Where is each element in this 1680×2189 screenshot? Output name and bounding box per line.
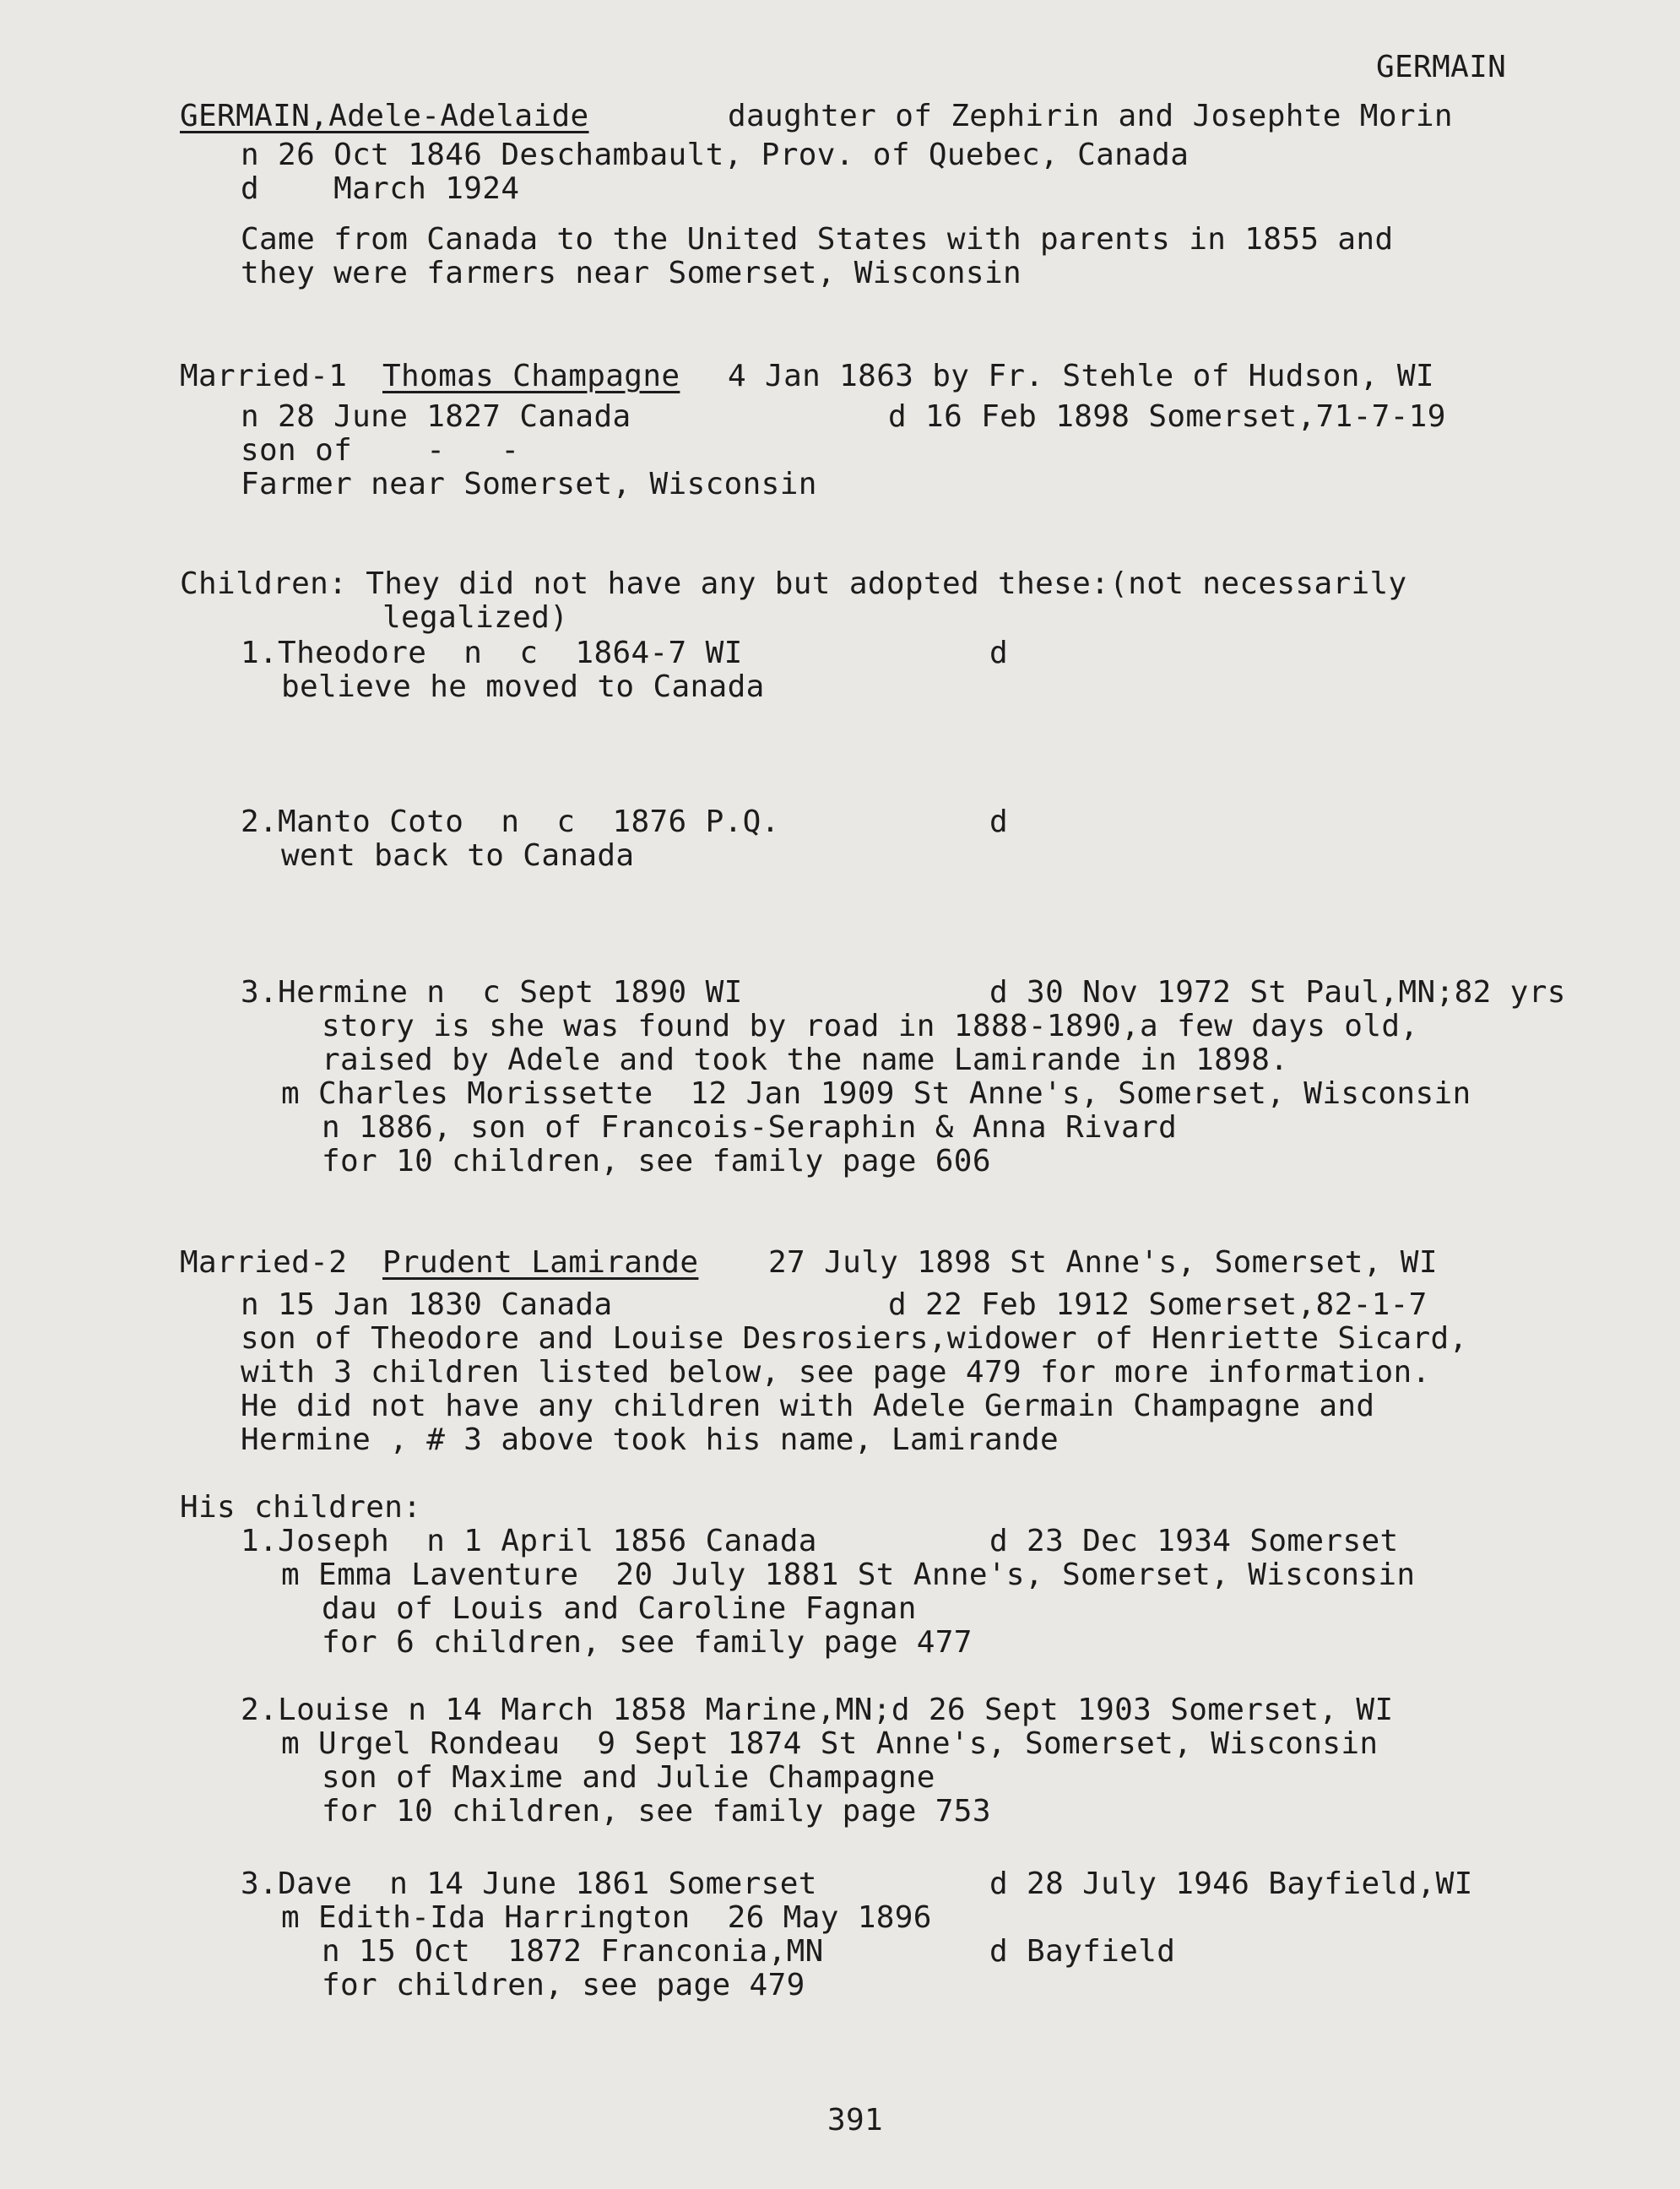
child-note: dau of Louis and Caroline Fagnan — [322, 1591, 917, 1626]
adopted-child-death: d — [989, 636, 1009, 670]
marriage1-spouse: Thomas Champagne — [382, 359, 680, 393]
child-spouse-birth: n 15 Oct 1872 Franconia,MN — [322, 1934, 824, 1969]
adopted-child-hermine: 3.Hermine n c Sept 1890 WI — [241, 975, 743, 1010]
adopted-child-manto: 2.Manto Coto n c 1876 P.Q. — [241, 805, 780, 839]
marriage2-birth: n 15 Jan 1830 Canada — [241, 1287, 613, 1322]
page-number: 391 — [827, 2103, 884, 2138]
marriage2-note-line: Hermine , # 3 above took his name, Lamirande — [241, 1422, 1059, 1457]
marriage2-details: 27 July 1898 St Anne's, Somerset, WI — [768, 1245, 1438, 1280]
marriage2-note-line: son of Theodore and Louise Desrosiers,widower of Henriette Sicard, — [241, 1321, 1468, 1356]
marriage2-label: Married-2 — [180, 1245, 348, 1280]
child-louise: 2.Louise n 14 March 1858 Marine,MN;d 26 Sept 1903 Somerset, WI — [241, 1693, 1394, 1727]
child-marriage: m Urgel Rondeau 9 Sept 1874 St Anne's, Somerset, Wisconsin — [281, 1726, 1379, 1761]
adopted-child-note: story is she was found by road in 1888-1890,a few days old, — [322, 1009, 1419, 1043]
adopted-child-note: believe he moved to Canada — [281, 669, 765, 704]
child-note: son of Maxime and Julie Champagne — [322, 1760, 935, 1795]
child-note: for 6 children, see family page 477 — [322, 1625, 973, 1660]
header-surname: GERMAIN — [1376, 50, 1507, 84]
adopted-child-death: d 30 Nov 1972 St Paul,MN;82 yrs — [989, 975, 1566, 1010]
child-note: for 10 children, see family page 753 — [322, 1794, 991, 1829]
adopted-child-note: raised by Adele and took the name Lamirande in 1898. — [322, 1043, 1289, 1077]
subject-birth: n 26 Oct 1846 Deschambault, Prov. of Quebec, Canada — [241, 138, 1190, 172]
marriage2-note-line: with 3 children listed below, see page 479 for more information. — [241, 1355, 1431, 1390]
child-spouse-death: d Bayfield — [989, 1934, 1176, 1969]
children-intro-cont: legalized) — [382, 600, 569, 635]
child-marriage: m Emma Laventure 20 July 1881 St Anne's, Somerset, Wisconsin — [281, 1558, 1416, 1592]
subject-note-line: Came from Canada to the United States with parents in 1855 and — [241, 222, 1394, 257]
child-marriage: m Edith-Ida Harrington 26 May 1896 — [281, 1900, 932, 1935]
adopted-child-death: d — [989, 805, 1009, 839]
marriage1-label: Married-1 — [180, 359, 348, 393]
children-intro: Children: They did not have any but adopted these:(not necessarily — [180, 566, 1407, 601]
adopted-child-marriage-note: for 10 children, see family page 606 — [322, 1144, 991, 1178]
marriage2-spouse: Prudent Lamirande — [382, 1245, 699, 1280]
adopted-child-marriage-note: n 1886, son of Francois-Seraphin & Anna Rivard — [322, 1110, 1178, 1145]
marriage1-occupation: Farmer near Somerset, Wisconsin — [241, 467, 817, 501]
marriage1-details: 4 Jan 1863 by Fr. Stehle of Hudson, WI — [728, 359, 1434, 393]
child-death: d 28 July 1946 Bayfield,WI — [989, 1867, 1473, 1901]
subject-death: d March 1924 — [241, 171, 520, 206]
child-note: for children, see page 479 — [322, 1968, 805, 2002]
marriage2-death: d 22 Feb 1912 Somerset,82-1-7 — [888, 1287, 1428, 1322]
adopted-child-marriage: m Charles Morissette 12 Jan 1909 St Anne's, Somerset, Wisconsin — [281, 1076, 1471, 1111]
child-joseph: 1.Joseph n 1 April 1856 Canada — [241, 1524, 817, 1558]
marriage1-son-of: son of - - — [241, 433, 520, 468]
adopted-child-note: went back to Canada — [281, 838, 635, 873]
subject-note-line: they were farmers near Somerset, Wisconsin — [241, 256, 1022, 290]
child-dave: 3.Dave n 14 June 1861 Somerset — [241, 1867, 817, 1901]
subject-parents: daughter of Zephirin and Josephte Morin — [728, 99, 1453, 133]
his-children-label: His children: — [180, 1490, 422, 1525]
marriage1-death: d 16 Feb 1898 Somerset,71-7-19 — [888, 399, 1446, 434]
adopted-child-theodore: 1.Theodore n c 1864-7 WI — [241, 636, 743, 670]
child-death: d 23 Dec 1934 Somerset — [989, 1524, 1399, 1558]
subject-name: GERMAIN,Adele-Adelaide — [180, 99, 589, 133]
marriage1-birth: n 28 June 1827 Canada — [241, 399, 631, 434]
marriage2-note-line: He did not have any children with Adele Germain Champagne and — [241, 1389, 1375, 1423]
